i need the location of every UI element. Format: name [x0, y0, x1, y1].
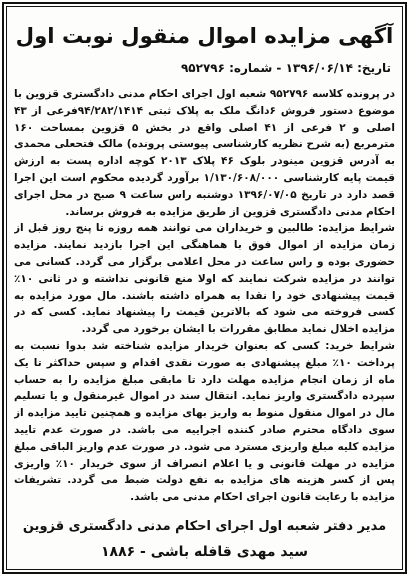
auction-conditions-paragraph	[14, 220, 395, 338]
signatory-title: مدیر دفتر شعبه اول اجرای احکام مدنی دادگستری قزوین	[22, 519, 387, 534]
signatory-name: سید مهدی قافله باشی - ۱۸۸۶	[100, 544, 308, 560]
intro-paragraph: در پرونده کلاسه ۹۵۲۷۹۶ شعبه اول اجرای احکام مدنی دادگستری قزوین با موضوع دستور فروش ۶دانگ ملک به پلاک ثبتی ۹۴/۲۸۲/۱۴۱۴فرعی از ۴۳ اصلی و ۲ فرعی از ۴۱ اصلی واقع در بخش ۵ قزوین بمساحت ۱۶۰ مترمربع (به شرح نظریه کارشناسی پیوستی پرونده) مالک فتحعلی محمدی به آدرس قزوین مینودر بلوک ۴۶ پلاک ۲۰۱۳ کوچه اداره پست به ارزش قیمت پایه کارشناسی ۱/۱۳۰/۶۰۸/۰۰۰ برآورد گردیده محکوم است این اجرا قصد دارد در تاریخ ۱۳۹۶/۰۷/۰۵ دوشنبه راس ساعت ۹ صبح در محل اجرای احکام مدنی دادگستری قزوین از طریق مزایده به فروش برساند.	[14, 88, 395, 218]
auction-conditions-text: طالبین و خریداران می توانند همه روزه تا پنج روز قبل از زمان مزایده از اموال فوق با هماهنگی این اجرا بازدید نمایند. مزایده حضوری بوده و راس ساعت در محل اعلامی برگزار می گردد. کسانی می توانند در مزایده شرکت نمایند که اولا منع قانونی نداشته و در ثانی ۱۰٪ قیمت پیشنهادی خود را نقدا به همراه داشته باشند. مال مورد مزایده به کسی فروخته می شود که بالاترین قیمت را پیشنهاد نماید. کسی که در مزایده اخلال نماید مطابق مقررات با ایشان برخورد می گردد.	[14, 222, 395, 336]
auction-conditions-label: شرایط مزایده:	[318, 222, 395, 235]
notice-body	[14, 86, 395, 510]
purchase-conditions-paragraph	[14, 338, 395, 506]
purchase-conditions-text: کسی که بعنوان خریدار مزایده شناخته شد بدوا نسبت به پرداخت ۱۰٪ مبلغ پیشنهادی به صورت نقدی اقدام و سپس حداکثر تا یک ماه از زمان انجام مزایده مهلت دارد تا مابقی مبلغ مزایده را به حساب سپرده دادگستری واریز نماید. انتقال سند در اموال غیرمنقول و یا تسلیم مال در اموال منقول منوط به واریز بهای مزایده و همچنین تایید مزایده از سوی دادگاه محترم صادر کننده اجراییه می باشد. در صورت عدم تایید مزایده کلیه مبلغ واریزی مسترد می شود. در صورت عدم واریز الباقی مبلغ مزایده در مهلت قانونی و یا اعلام انصراف از سوی خریدار ۱۰٪ واریزی پس از کسر هزینه های مزایده به نفع دولت ضبط می گردد. تشریفات مزایده با رعایت قانون اجرای احکام مدنی می باشد.	[14, 339, 395, 504]
purchase-conditions-label: شرایط خرید:	[325, 339, 395, 352]
notice-title: آگهی مزایده اموال منقول نوبت اول	[15, 24, 394, 49]
notice-date-number: تاریخ: ۱۳۹۶/۰۶/۱۴ - شماره: ۹۵۲۷۹۶	[180, 61, 391, 75]
